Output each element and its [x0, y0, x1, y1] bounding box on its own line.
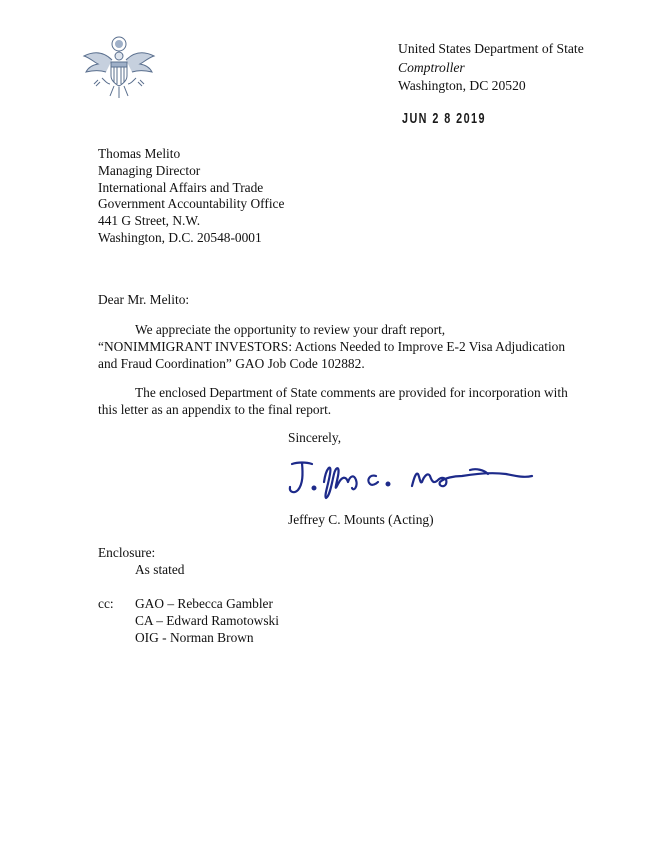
cc-recipient: OIG - Norman Brown — [135, 629, 254, 645]
recipient-line: Thomas Melito — [98, 146, 181, 161]
recipient-line: 441 G Street, N.W. — [98, 213, 201, 229]
signer-name: Jeffrey C. Mounts (Acting) — [288, 512, 434, 527]
recipient-line: International Affairs and Trade — [98, 179, 264, 195]
recipient-address — [98, 146, 284, 247]
paragraph-line: The enclosed Department of State comments are provided for incorporation with — [135, 385, 568, 400]
recipient-line: Washington, D.C. 20548-0001 — [98, 229, 262, 245]
letterhead — [398, 40, 584, 96]
salutation: Dear Mr. Melito: — [98, 292, 190, 307]
cc-recipient: GAO – Rebecca Gambler — [135, 596, 273, 611]
office-name: Comptroller — [398, 59, 465, 75]
enclosure-label: Enclosure: — [98, 545, 156, 560]
handwritten-signature — [284, 452, 544, 504]
paragraph-line: and Fraud Coordination” GAO Job Code 102882. — [98, 355, 365, 371]
date-stamp: JUN 2 8 2019 — [402, 110, 486, 127]
closing: Sincerely, — [288, 430, 342, 445]
cc-list — [135, 596, 279, 646]
paragraph-line: We appreciate the opportunity to review your draft report, — [135, 322, 446, 337]
enclosure-value: As stated — [135, 562, 185, 577]
body-paragraph-2 — [98, 385, 568, 419]
body-paragraph-1 — [98, 322, 565, 372]
recipient-line: Government Accountability Office — [98, 196, 285, 212]
paragraph-line: “NONIMMIGRANT INVESTORS: Actions Needed to Improve E-2 Visa Adjudication — [98, 338, 566, 354]
department-name: United States Department of State — [398, 41, 584, 56]
department-seal — [78, 34, 160, 106]
cc-label: cc: — [98, 596, 114, 611]
cc-recipient: CA – Edward Ramotowski — [135, 612, 279, 628]
recipient-line: Managing Director — [98, 162, 201, 178]
paragraph-line: this letter as an appendix to the final report. — [98, 401, 332, 417]
sender-city: Washington, DC 20520 — [398, 78, 526, 93]
